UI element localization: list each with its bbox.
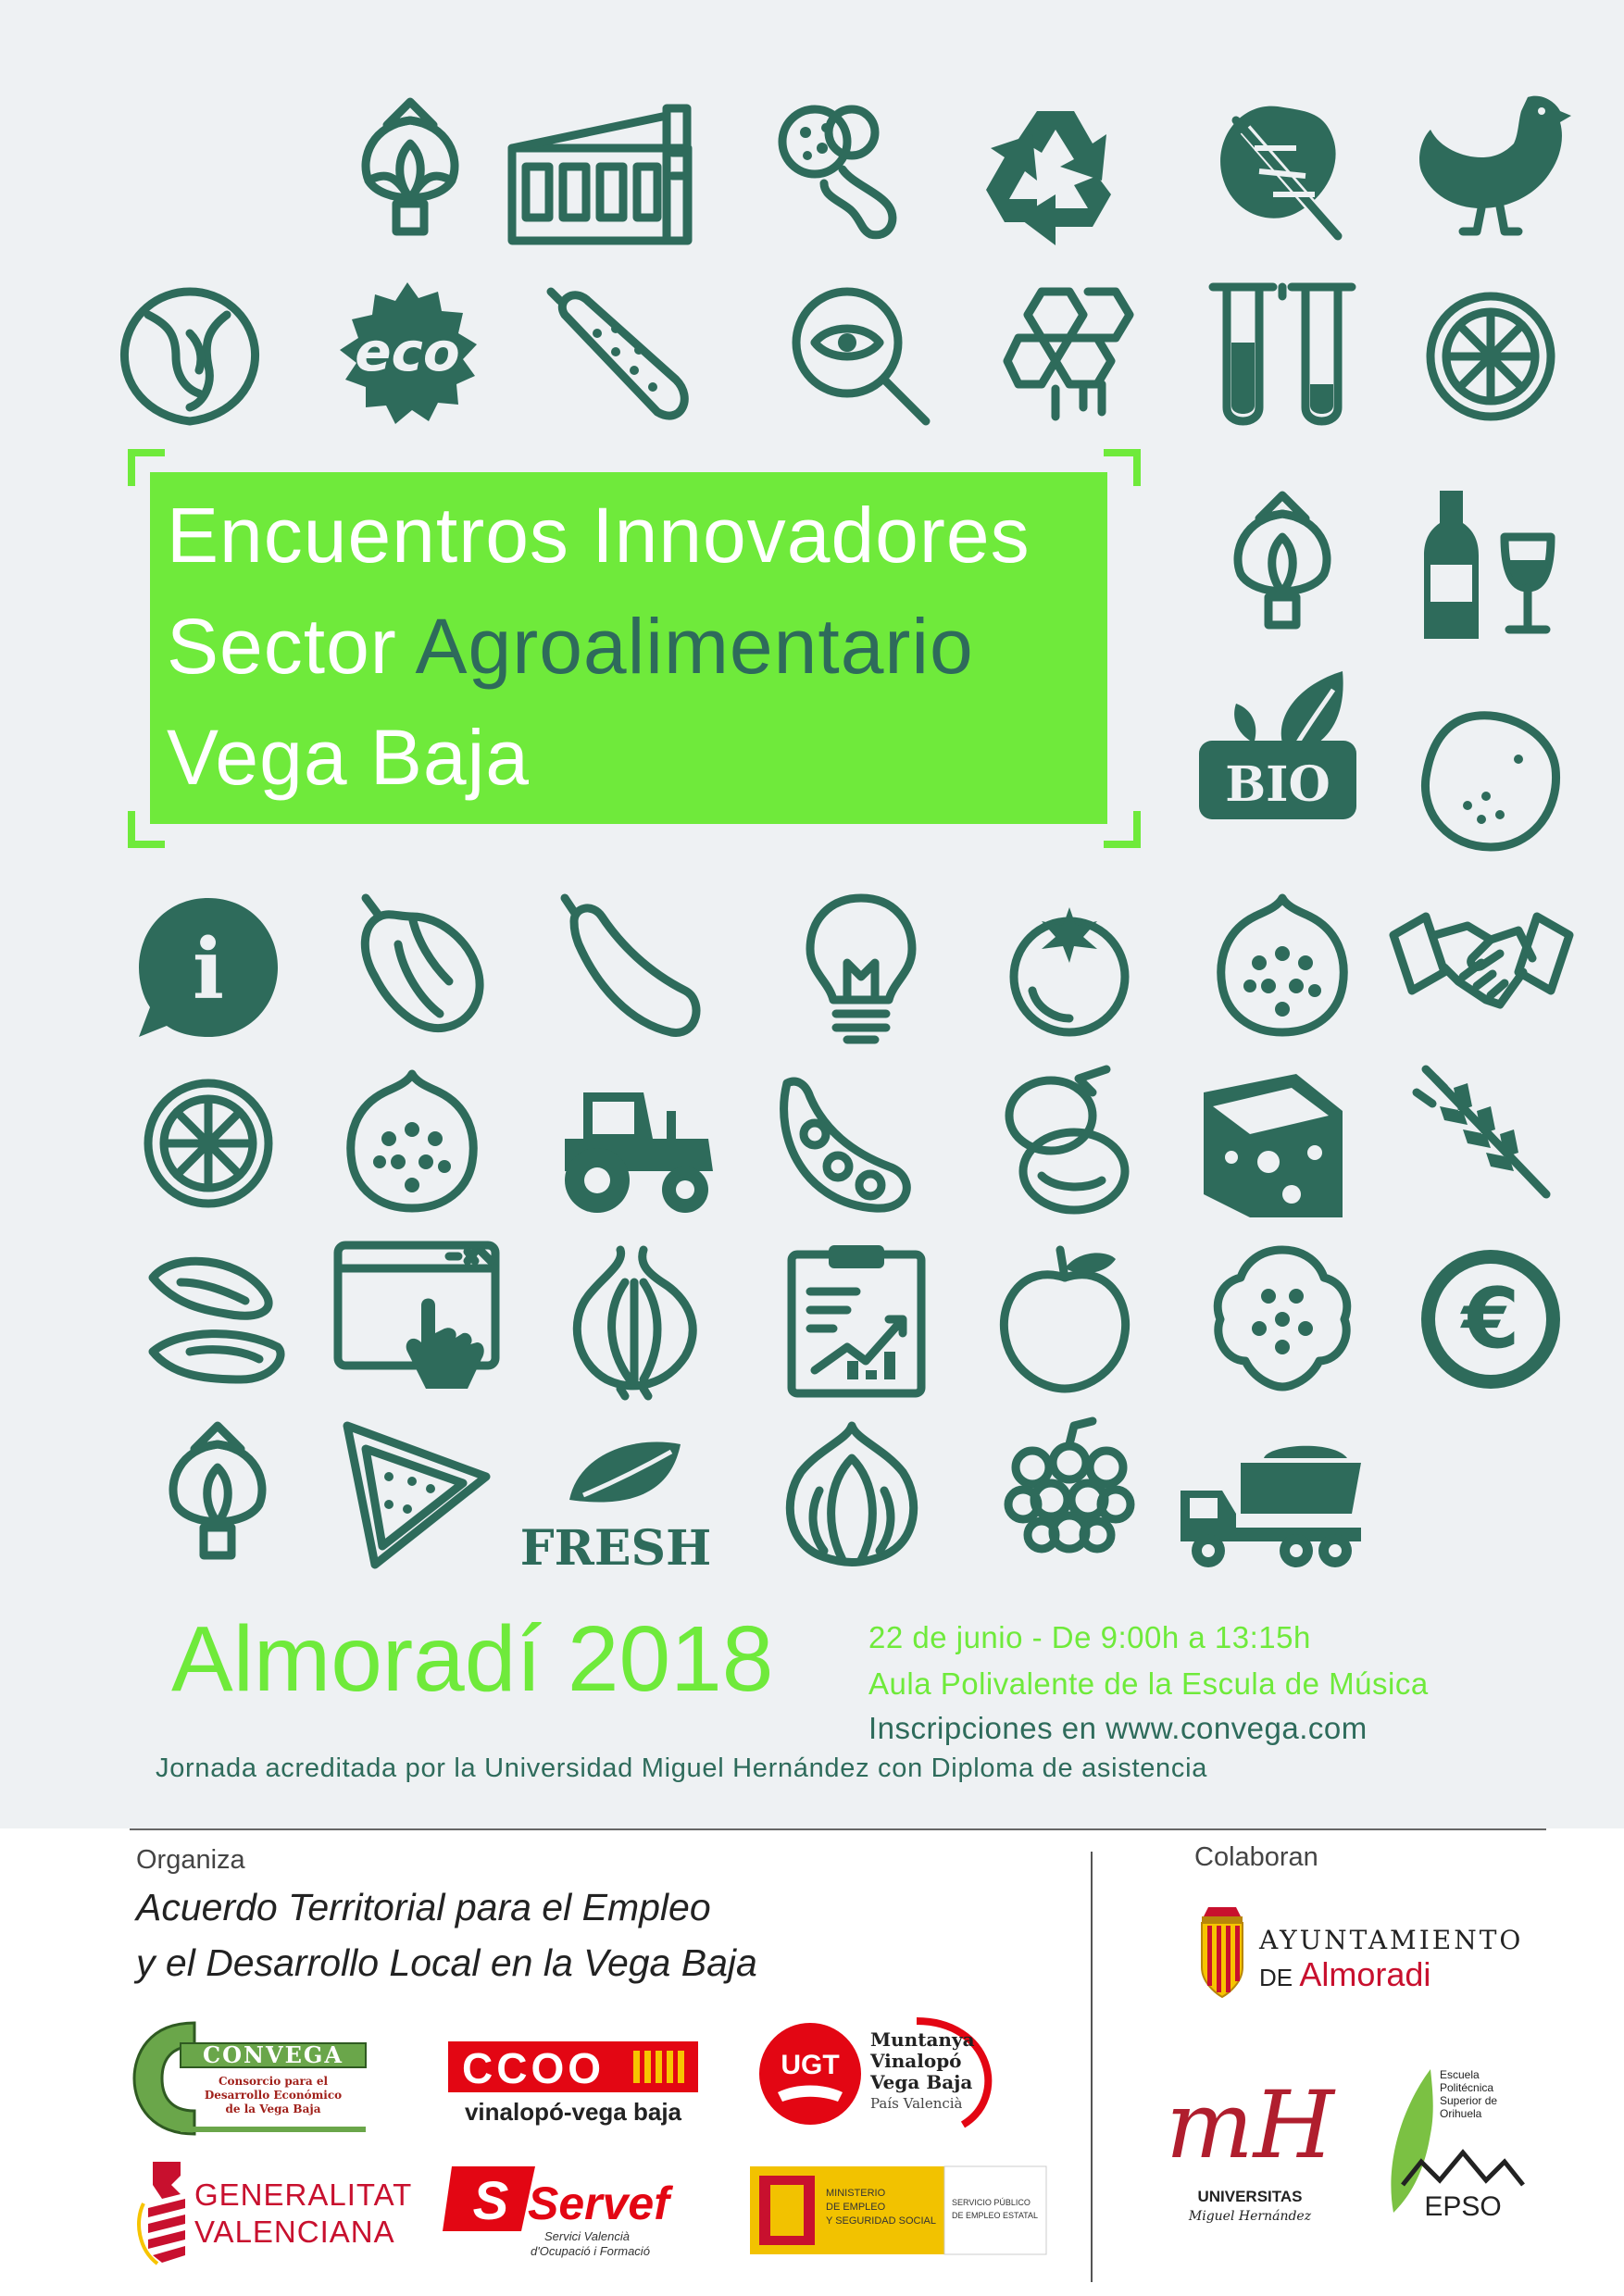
servef-logo — [443, 2162, 683, 2264]
convega-sub-2: Desarrollo Económico — [204, 2089, 343, 2102]
convega-logo — [130, 2014, 370, 2143]
servef-s: S — [472, 2171, 509, 2231]
generalitat-line-2: VALENCIANA — [194, 2215, 395, 2249]
ministerio-right-2: DE EMPLEO ESTATAL — [952, 2211, 1039, 2220]
convega-sub-3: de la Vega Baja — [225, 2103, 321, 2115]
event-date-time: 22 de junio - De 9:00h a 13:15h — [868, 1620, 1311, 1654]
convega-mark: CONVEGA — [203, 2041, 344, 2068]
umh-line-2: Miguel Hernández — [1188, 2209, 1312, 2224]
organiza-label: Organiza — [136, 1845, 245, 1875]
umh-logo — [1165, 2065, 1335, 2231]
ministerio-line-1: MINISTERIO — [826, 2188, 886, 2199]
epso-line-4: Orihuela — [1440, 2107, 1482, 2120]
epso-line-1: Escuela — [1440, 2068, 1480, 2081]
epso-line-3: Superior de — [1440, 2094, 1498, 2107]
ccoo-sub: vinalopó-vega baja — [464, 2098, 682, 2126]
generalitat-line-1: GENERALITAT — [194, 2177, 413, 2212]
title-line-2-accent: Agroalimentario — [415, 603, 974, 690]
bracket-top-right — [1104, 449, 1141, 486]
citrus-slice-icon — [1412, 278, 1569, 435]
fresh-leaf-icon — [514, 1426, 718, 1583]
epso-mark: EPSO — [1424, 2191, 1502, 2222]
olives-icon — [986, 1065, 1143, 1222]
euro-icon — [1412, 1241, 1569, 1398]
convega-sub-1: Consorcio para el — [218, 2075, 329, 2088]
ministerio-line-3: Y SEGURIDAD SOCIAL — [826, 2215, 936, 2227]
ministerio-logo — [750, 2166, 1046, 2254]
epso-line-2: Politécnica — [1440, 2081, 1494, 2094]
grapes-icon — [991, 1416, 1148, 1574]
umh-mark: mH — [1165, 2071, 1335, 2179]
onion-icon — [556, 1241, 713, 1398]
hen-icon — [1412, 83, 1579, 241]
tomato-icon — [991, 889, 1148, 1046]
servef-mark: Servef — [528, 2177, 669, 2229]
info-bubble-icon — [130, 889, 287, 1046]
cabbage-icon — [111, 278, 269, 435]
zucchini-icon — [556, 889, 713, 1046]
handshake-icon — [1389, 889, 1574, 1046]
event-venue: Aula Polivalente de la Escula de Música — [868, 1666, 1429, 1701]
euro-text: € — [1461, 1270, 1520, 1367]
garlic-icon — [773, 1416, 931, 1574]
wheat-icon — [1412, 1065, 1569, 1222]
ayuntamiento-line-2 — [1259, 1955, 1430, 1993]
clipboard-chart-icon — [778, 1241, 935, 1398]
artichoke-icon — [139, 1412, 296, 1569]
servef-line-2: d'Ocupació i Formació — [531, 2244, 650, 2258]
ugt-logo — [755, 2014, 1023, 2134]
ayuntamiento-logo — [1194, 1903, 1528, 2004]
bracket-bottom-left — [128, 811, 165, 848]
ccoo-mark: CCOO — [462, 2044, 605, 2092]
cucumber-icon — [546, 278, 704, 435]
magnifier-eye-icon — [782, 278, 940, 435]
organizer-line-1: Acuerdo Territorial para el Empleo — [136, 1886, 711, 1928]
honeycomb-icon — [1000, 278, 1157, 435]
servef-line-1: Servici Valencià — [544, 2229, 631, 2243]
artichoke-icon — [331, 88, 489, 245]
citrus-slice-icon — [130, 1065, 287, 1222]
almond-icon — [139, 1241, 296, 1398]
umh-line-1: UNIVERSITAS — [1197, 2188, 1303, 2205]
bracket-bottom-right — [1104, 811, 1141, 848]
web-click-icon — [333, 1241, 500, 1398]
cauliflower-icon — [1204, 1241, 1361, 1398]
broccoli-icon — [759, 91, 917, 248]
ministerio-right-1: SERVICIO PÚBLICO — [952, 2198, 1031, 2207]
title-line-2-prefix: Sector — [167, 603, 416, 690]
title-line-3: Vega Baja — [167, 714, 531, 801]
test-tubes-icon — [1204, 278, 1361, 435]
organizer-line-2: y el Desarrollo Local en la Vega Baja — [136, 1941, 757, 1984]
event-accreditation: Jornada acreditada por la Universidad Miguel Hernández con Diploma de asistencia — [156, 1753, 1208, 1783]
ayuntamiento-almoradi: Almoradi — [1299, 1955, 1431, 1993]
epso-logo — [1366, 2060, 1532, 2222]
melon-slice-icon — [338, 1416, 495, 1574]
event-city-year: Almoradí 2018 — [171, 1607, 774, 1711]
ugt-line-4: País Valencià — [870, 2095, 963, 2112]
title-line-2 — [167, 602, 974, 692]
footer-divider — [130, 1828, 1546, 1830]
fig-icon — [1204, 889, 1361, 1046]
cheese-icon — [1194, 1065, 1361, 1222]
fresh-text: FRESH — [519, 1520, 712, 1577]
pepper-icon — [343, 889, 500, 1046]
title-line-1: Encuentros Innovadores — [167, 492, 1031, 579]
eco-text: eco — [355, 320, 460, 383]
tractor-icon — [551, 1065, 718, 1222]
ayuntamiento-de: DE — [1259, 1964, 1300, 1991]
ayuntamiento-line-1: AYUNTAMIENTO — [1259, 1925, 1524, 1955]
ugt-line-1: Muntanya — [870, 2028, 975, 2051]
generalitat-logo — [134, 2157, 413, 2268]
peas-icon — [768, 1065, 926, 1222]
ugt-line-3: Vega Baja — [870, 2071, 973, 2093]
footer-vertical-divider — [1091, 1852, 1093, 2282]
bio-icon — [1194, 667, 1361, 824]
peach-icon — [986, 1241, 1143, 1398]
ugt-mark: UGT — [781, 2050, 840, 2080]
ccoo-logo — [448, 2037, 698, 2129]
eco-badge-icon — [329, 278, 486, 435]
leaf-crossed-icon — [1204, 93, 1361, 250]
bracket-top-left — [128, 449, 165, 486]
ugt-line-2: Vinalopó — [870, 2050, 962, 2072]
truck-icon — [1176, 1426, 1370, 1583]
artichoke-icon — [1204, 481, 1361, 639]
factory-icon — [507, 97, 693, 255]
lightbulb-icon — [782, 889, 940, 1046]
info-text: i — [192, 920, 225, 1018]
colaboran-label: Colaboran — [1194, 1842, 1318, 1872]
event-registration: Inscripciones en www.convega.com — [868, 1711, 1368, 1745]
fig-icon — [333, 1065, 491, 1222]
recycle-icon — [977, 93, 1134, 250]
bio-text: BIO — [1225, 756, 1330, 813]
ministerio-line-2: DE EMPLEO — [826, 2202, 886, 2213]
potato-icon — [1412, 704, 1569, 861]
wine-icon — [1412, 481, 1569, 639]
